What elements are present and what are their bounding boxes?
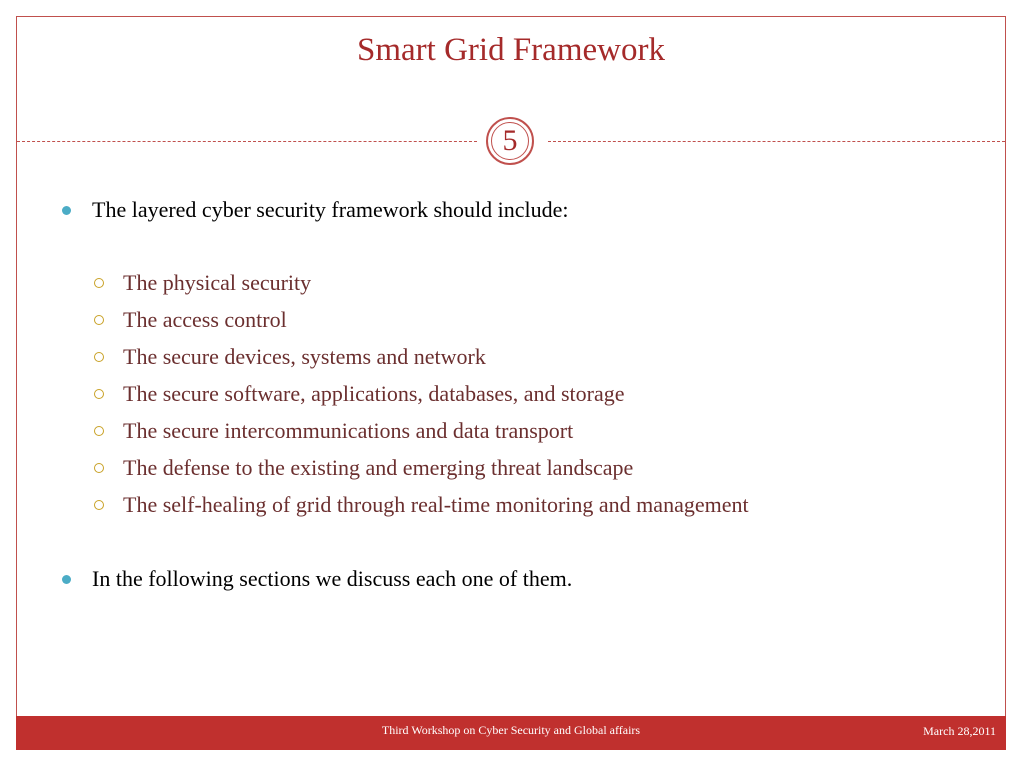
sub-bullet-text: The secure software, applications, databases, and storage [123,381,625,406]
sub-bullet-text: The secure devices, systems and network [123,344,486,369]
ring-bullet-icon [94,278,104,288]
sub-bullet-text: The defense to the existing and emerging threat landscape [123,455,634,480]
ring-bullet-icon [94,315,104,325]
sub-bullet-text: The physical security [123,270,312,295]
slide-number: 5 [491,122,529,160]
slide-title: Smart Grid Framework [357,32,665,68]
sub-bullet-text: The access control [123,307,287,332]
footer-workshop-title: Third Workshop on Cyber Security and Global affairs [381,723,641,737]
title-divider-left [17,141,477,142]
title-divider-right [548,141,1005,142]
ring-bullet-icon [94,500,104,510]
footer-date: March 28,2011 [923,724,996,738]
bullet-dot-icon [62,575,71,584]
bullet-dot-icon [62,206,71,215]
bullet-text: The layered cyber security framework should include: [92,197,569,222]
ring-bullet-icon [94,389,104,399]
slide-footer [16,716,1006,750]
ring-bullet-icon [94,426,104,436]
ring-bullet-icon [94,352,104,362]
slide-number-badge [486,117,534,165]
bullet-text: In the following sections we discuss each one of them. [92,566,573,591]
sub-bullet-text: The self-healing of grid through real-time monitoring and management [123,492,749,517]
sub-bullet-text: The secure intercommunications and data transport [123,418,574,443]
ring-bullet-icon [94,463,104,473]
